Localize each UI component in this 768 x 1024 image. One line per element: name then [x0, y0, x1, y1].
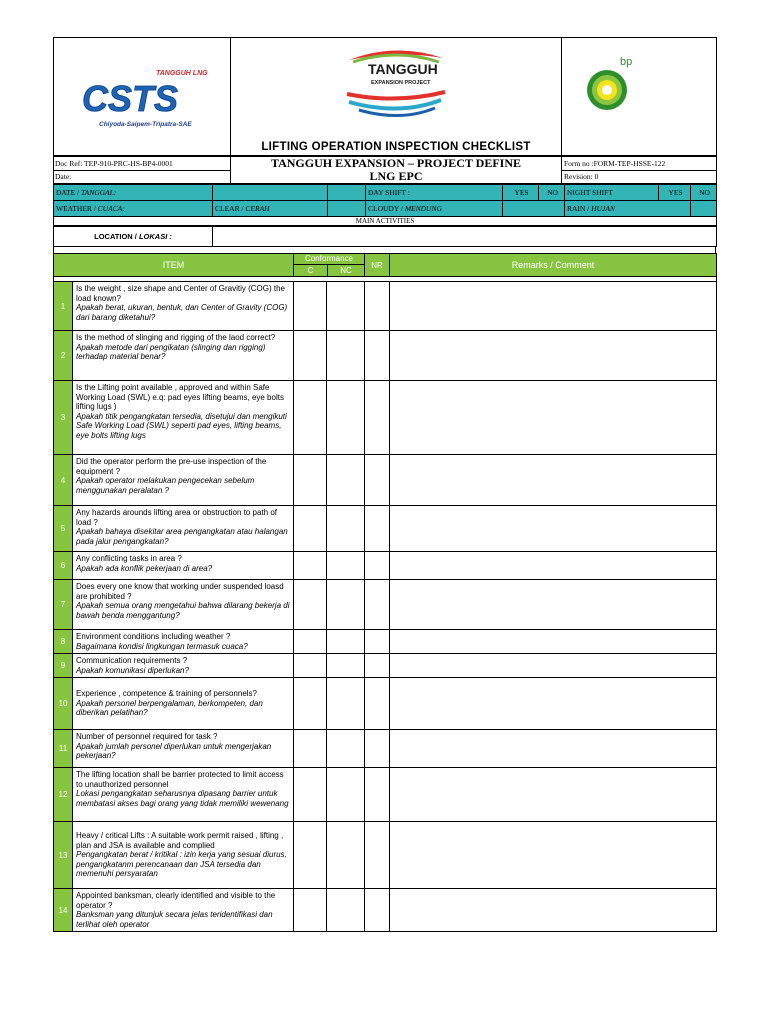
project-line-1: TANGGUH EXPANSION – PROJECT DEFINE — [270, 156, 522, 170]
row-number: 8 — [54, 630, 73, 654]
nr-cell[interactable] — [365, 889, 390, 932]
row-number: 12 — [54, 768, 73, 822]
c-cell[interactable] — [294, 506, 327, 552]
tangguh-logo — [231, 38, 562, 139]
table-row — [54, 678, 717, 730]
nc-cell[interactable] — [327, 654, 365, 678]
item-text: Heavy / critical Lifts : A suitable work permit raised , lifting , plan and JSA is available and complied Pengangkatan berat / kritikal : izin kerja yang sesuai diurus, pengangkatanm perencanaan dan JSA tersedia dan memenuhi persyaratan — [73, 822, 294, 889]
c-cell[interactable] — [294, 730, 327, 768]
row-number: 1 — [54, 282, 73, 331]
c-cell[interactable] — [294, 455, 327, 506]
table-row — [54, 381, 717, 455]
nc-cell[interactable] — [327, 768, 365, 822]
shift-row — [53, 184, 717, 226]
col-conformance — [294, 254, 365, 277]
row-number: 2 — [54, 331, 73, 381]
table-row — [54, 654, 717, 678]
weather-clear-box[interactable] — [328, 201, 366, 217]
remarks-cell[interactable] — [390, 822, 717, 889]
date-field-label: DATE / TANGGAL: — [54, 185, 213, 201]
c-cell[interactable] — [294, 630, 327, 654]
item-text: The lifting location shall be barrier protected to limit access to unauthorized personnel Lokasi pengangkatan seharusnya dipasang barrier untuk membatasi akses bagi orang yang tidak memiliki wewenang — [73, 768, 294, 822]
row-number: 3 — [54, 381, 73, 455]
svg-text:TANGGUH: TANGGUH — [368, 61, 438, 77]
remarks-cell[interactable] — [390, 768, 717, 822]
c-cell[interactable] — [294, 678, 327, 730]
remarks-cell[interactable] — [390, 889, 717, 932]
date-spacer — [328, 185, 366, 201]
c-cell[interactable] — [294, 889, 327, 932]
remarks-cell[interactable] — [390, 381, 717, 455]
table-row — [54, 730, 717, 768]
row-number: 10 — [54, 678, 73, 730]
bp-logo — [562, 38, 717, 156]
remarks-cell[interactable] — [390, 678, 717, 730]
nc-cell[interactable] — [327, 822, 365, 889]
nc-cell[interactable] — [327, 630, 365, 654]
table-row — [54, 506, 717, 552]
table-row — [54, 282, 717, 331]
project-line-2: LNG EPC — [369, 169, 423, 183]
nr-cell[interactable] — [365, 678, 390, 730]
row-number: 14 — [54, 889, 73, 932]
c-cell[interactable] — [294, 552, 327, 580]
weather-clear[interactable]: CLEAR / CERAH — [213, 201, 328, 217]
item-text: Is the weight , size shape and Center of Gravitiy (COG) the load known? Apakah berat, ukuran, bentuk, dan Center of Gravity (COG) dari barang diketahui? — [73, 282, 294, 331]
main-activities-label: MAIN ACTIVITIES — [54, 217, 717, 226]
c-cell[interactable] — [294, 331, 327, 381]
col-nr: NR — [365, 254, 390, 277]
remarks-cell[interactable] — [390, 654, 717, 678]
csts-logo — [54, 38, 231, 156]
row-number: 7 — [54, 580, 73, 630]
table-row — [54, 822, 717, 889]
nc-cell[interactable] — [327, 678, 365, 730]
day-shift-yes[interactable]: YES — [503, 185, 539, 201]
nr-cell[interactable] — [365, 331, 390, 381]
weather-cloudy[interactable]: CLOUDY / MENDUNG — [366, 201, 503, 217]
nc-cell[interactable] — [327, 331, 365, 381]
checklist-form — [53, 37, 716, 932]
item-text: Experience , competence & training of personnels? Apakah personel berpengalaman, berkompeten, dan diberikan pelatihan? — [73, 678, 294, 730]
nc-cell[interactable] — [327, 506, 365, 552]
nc-cell[interactable] — [327, 730, 365, 768]
c-cell[interactable] — [294, 768, 327, 822]
col-remarks: Remarks / Comment — [390, 254, 717, 277]
row-number: 4 — [54, 455, 73, 506]
col-nc: NC — [340, 266, 352, 275]
table-row — [54, 580, 717, 630]
nr-cell[interactable] — [365, 654, 390, 678]
doc-ref: Doc Ref: TEP-910-PRC-HS-BP4-0001 — [54, 157, 231, 171]
table-row — [54, 768, 717, 822]
form-number: Form no :FORM-TEP-HSSE-122 — [562, 157, 717, 171]
item-text: Is the Lifting point available , approved and within Safe Working Load (SWL) e.q: pad eyes lifting beams, eye bolts lifting lugs ) Apakah titik pengangkatan tersedia, disetujui dan mengikuti Safe Working Load (SWL) seperti pad eyes, lifting beams, eye bolts lifting lugs — [73, 381, 294, 455]
item-text: Environment conditions including weather ? Bagaimana kondisi lingkungan termasuk cuaca? — [73, 630, 294, 654]
svg-text:EXPANSION PROJECT: EXPANSION PROJECT — [371, 80, 431, 86]
nc-cell[interactable] — [327, 455, 365, 506]
table-row — [54, 889, 717, 932]
remarks-cell[interactable] — [390, 455, 717, 506]
table-row — [54, 455, 717, 506]
remarks-cell[interactable] — [390, 630, 717, 654]
weather-label: WEATHER / CUACA: — [54, 201, 213, 217]
item-text: Any conflicting tasks in area ? Apakah ada konflik pekerjaan di area? — [73, 552, 294, 580]
nc-cell[interactable] — [327, 580, 365, 630]
remarks-cell[interactable] — [390, 580, 717, 630]
row-number: 11 — [54, 730, 73, 768]
project-name — [231, 157, 562, 184]
row-number: 6 — [54, 552, 73, 580]
night-shift-yes[interactable]: YES — [659, 185, 691, 201]
remarks-cell[interactable] — [390, 331, 717, 381]
item-text: Did the operator perform the pre-use inspection of the equipment ? Apakah operator melakukan pengecekan sebelum menggunakan peralatan ? — [73, 455, 294, 506]
conformance-label: Conformance — [294, 254, 364, 265]
doc-info — [53, 156, 717, 184]
item-text: Appointed banksman, clearly identified and visible to the operator ? Banksman yang ditunjuk secara jelas teridentifikasi dan terlihat oleh operator — [73, 889, 294, 932]
svg-text:bp: bp — [620, 56, 633, 68]
weather-cloudy-box[interactable] — [503, 201, 565, 217]
nr-cell[interactable] — [365, 580, 390, 630]
c-cell[interactable] — [294, 381, 327, 455]
svg-text:CSTS: CSTS — [82, 78, 179, 119]
nr-cell[interactable] — [365, 455, 390, 506]
remarks-cell[interactable] — [390, 552, 717, 580]
nc-cell[interactable] — [327, 889, 365, 932]
item-text: Communication requirements ? Apakah komunikasi diperlukan? — [73, 654, 294, 678]
nr-cell[interactable] — [365, 822, 390, 889]
day-shift-no[interactable]: NO — [539, 185, 565, 201]
location-row — [53, 226, 717, 247]
nr-cell[interactable] — [365, 730, 390, 768]
day-shift-label: DAY SHIFT : — [366, 185, 503, 201]
remarks-cell[interactable] — [390, 282, 717, 331]
form-title: LIFTING OPERATION INSPECTION CHECKLIST — [231, 138, 562, 156]
row-number: 5 — [54, 506, 73, 552]
nr-cell[interactable] — [365, 282, 390, 331]
night-shift-label: NIGHT SHIFT — [565, 185, 659, 201]
checklist-table — [53, 253, 717, 932]
night-shift-no[interactable]: NO — [691, 185, 717, 201]
nc-cell[interactable] — [327, 282, 365, 331]
nc-cell[interactable] — [327, 552, 365, 580]
item-text: Any hazards arounds lifting area or obstruction to path of load ? Apakah bahaya disekitar area pengangkatan atau halangan pada jalur pengangkatan? — [73, 506, 294, 552]
date-value[interactable] — [213, 185, 328, 201]
c-cell[interactable] — [294, 282, 327, 331]
nr-cell[interactable] — [365, 552, 390, 580]
nr-cell[interactable] — [365, 506, 390, 552]
weather-rain[interactable]: RAIN / HUJAN — [565, 201, 691, 217]
table-row — [54, 331, 717, 381]
nr-cell[interactable] — [365, 630, 390, 654]
date-label: Date: — [54, 170, 231, 184]
remarks-cell[interactable] — [390, 730, 717, 768]
svg-text:Chiyoda-Saipem-Tripatra-SAE: Chiyoda-Saipem-Tripatra-SAE — [99, 121, 192, 128]
item-text: Is the method of slinging and rigging of the laod correct? Apakah metode dari pengikatan (slinging dan rigging) terhadap material benar? — [73, 331, 294, 381]
nc-cell[interactable] — [327, 381, 365, 455]
table-row — [54, 552, 717, 580]
row-number: 9 — [54, 654, 73, 678]
revision: Revision: 0 — [562, 170, 717, 184]
row-number: 13 — [54, 822, 73, 889]
remarks-cell[interactable] — [390, 506, 717, 552]
location-input[interactable] — [213, 227, 717, 247]
form-header — [53, 37, 717, 156]
col-item: ITEM — [54, 254, 294, 277]
table-row — [54, 630, 717, 654]
item-text: Does every one know that working under suspended loasd are prohibited ? Apakah semua orang mengetahui bahwa dilarang bekerja di bawah benda menggantung? — [73, 580, 294, 630]
location-label: LOCATION / LOKASI : — [54, 227, 213, 247]
col-c: C — [294, 265, 328, 276]
c-cell[interactable] — [294, 654, 327, 678]
nr-cell[interactable] — [365, 768, 390, 822]
c-cell[interactable] — [294, 580, 327, 630]
nr-cell[interactable] — [365, 381, 390, 455]
c-cell[interactable] — [294, 822, 327, 889]
svg-text:TANGGUH LNG: TANGGUH LNG — [156, 70, 208, 77]
table-header — [54, 254, 717, 277]
item-text: Number of personnel required for task ? Apakah jumlah personel diperlukan untuk mengerjakan pekerjaan? — [73, 730, 294, 768]
weather-rain-box[interactable] — [691, 201, 717, 217]
